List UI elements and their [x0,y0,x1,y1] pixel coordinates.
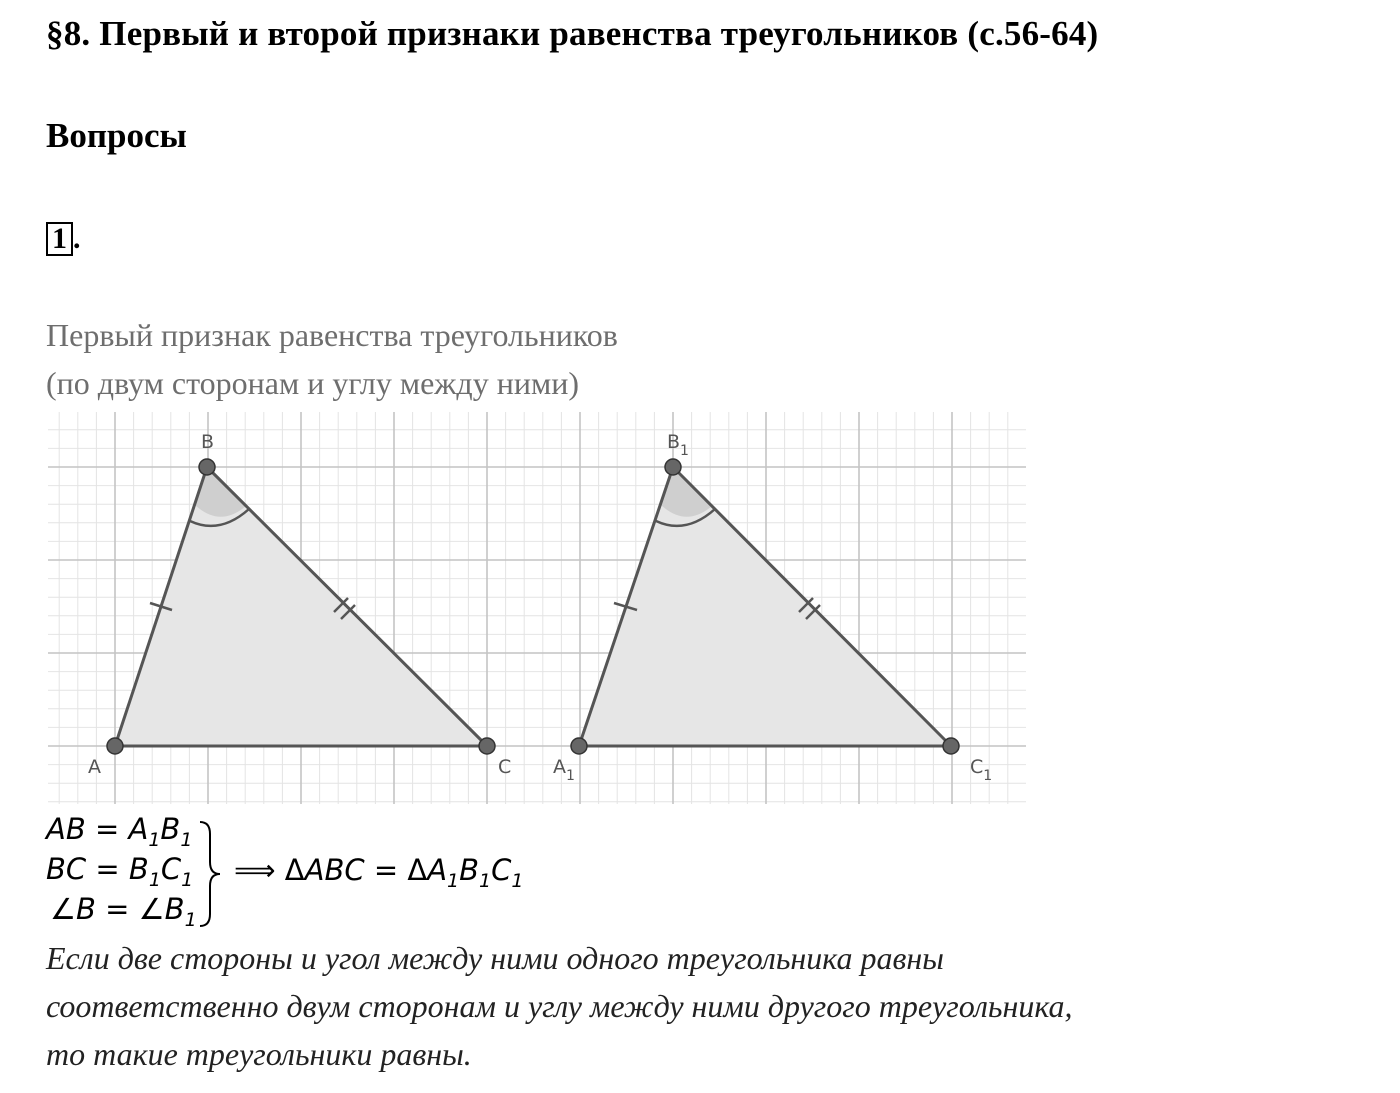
right-brace [196,820,224,928]
point-a1 [571,738,587,754]
intro-line-2: (по двум сторонам и углу между ними) [46,365,579,401]
theorem-line-1: Если две стороны и угол между ними одного треугольника равны [46,940,944,976]
page-title: §8. Первый и второй признаки равенства треугольников (с.56-64) [46,14,1099,53]
point-c1 [943,738,959,754]
theorem-line-3: то такие треугольники равны. [46,1036,472,1072]
question-number-box: 1 [46,222,73,256]
theorem-line-2: соответственно двум сторонам и углу между ними другого треугольника, [46,988,1073,1024]
formula-triangles-equal: ⟹ $\Delta ABC = \Delta A_1B_1C_1$ [234,853,524,892]
label-a1: $A_1$ [553,756,575,784]
formula-bc-equals-b1c1: BC = $B_1C_1$ [46,852,194,891]
section-heading: Вопросы [46,116,187,155]
formula-ab-equals-a1b1: AB = $A_1B_1$ [46,812,193,851]
label-c1: $C_1$ [970,756,993,784]
question-number-suffix: . [73,222,81,255]
formula-angle-b-equals-angle-b1: ∠B = $\angle B_1$ [50,892,197,931]
point-b [199,459,215,475]
label-c: C [498,756,512,778]
intro-line-1: Первый признак равенства треугольников [46,317,618,353]
point-c [479,738,495,754]
point-b1 [665,459,681,475]
label-a: A [88,756,101,778]
label-b1: $B_1$ [667,431,689,459]
point-a [107,738,123,754]
label-b: B [201,431,215,453]
